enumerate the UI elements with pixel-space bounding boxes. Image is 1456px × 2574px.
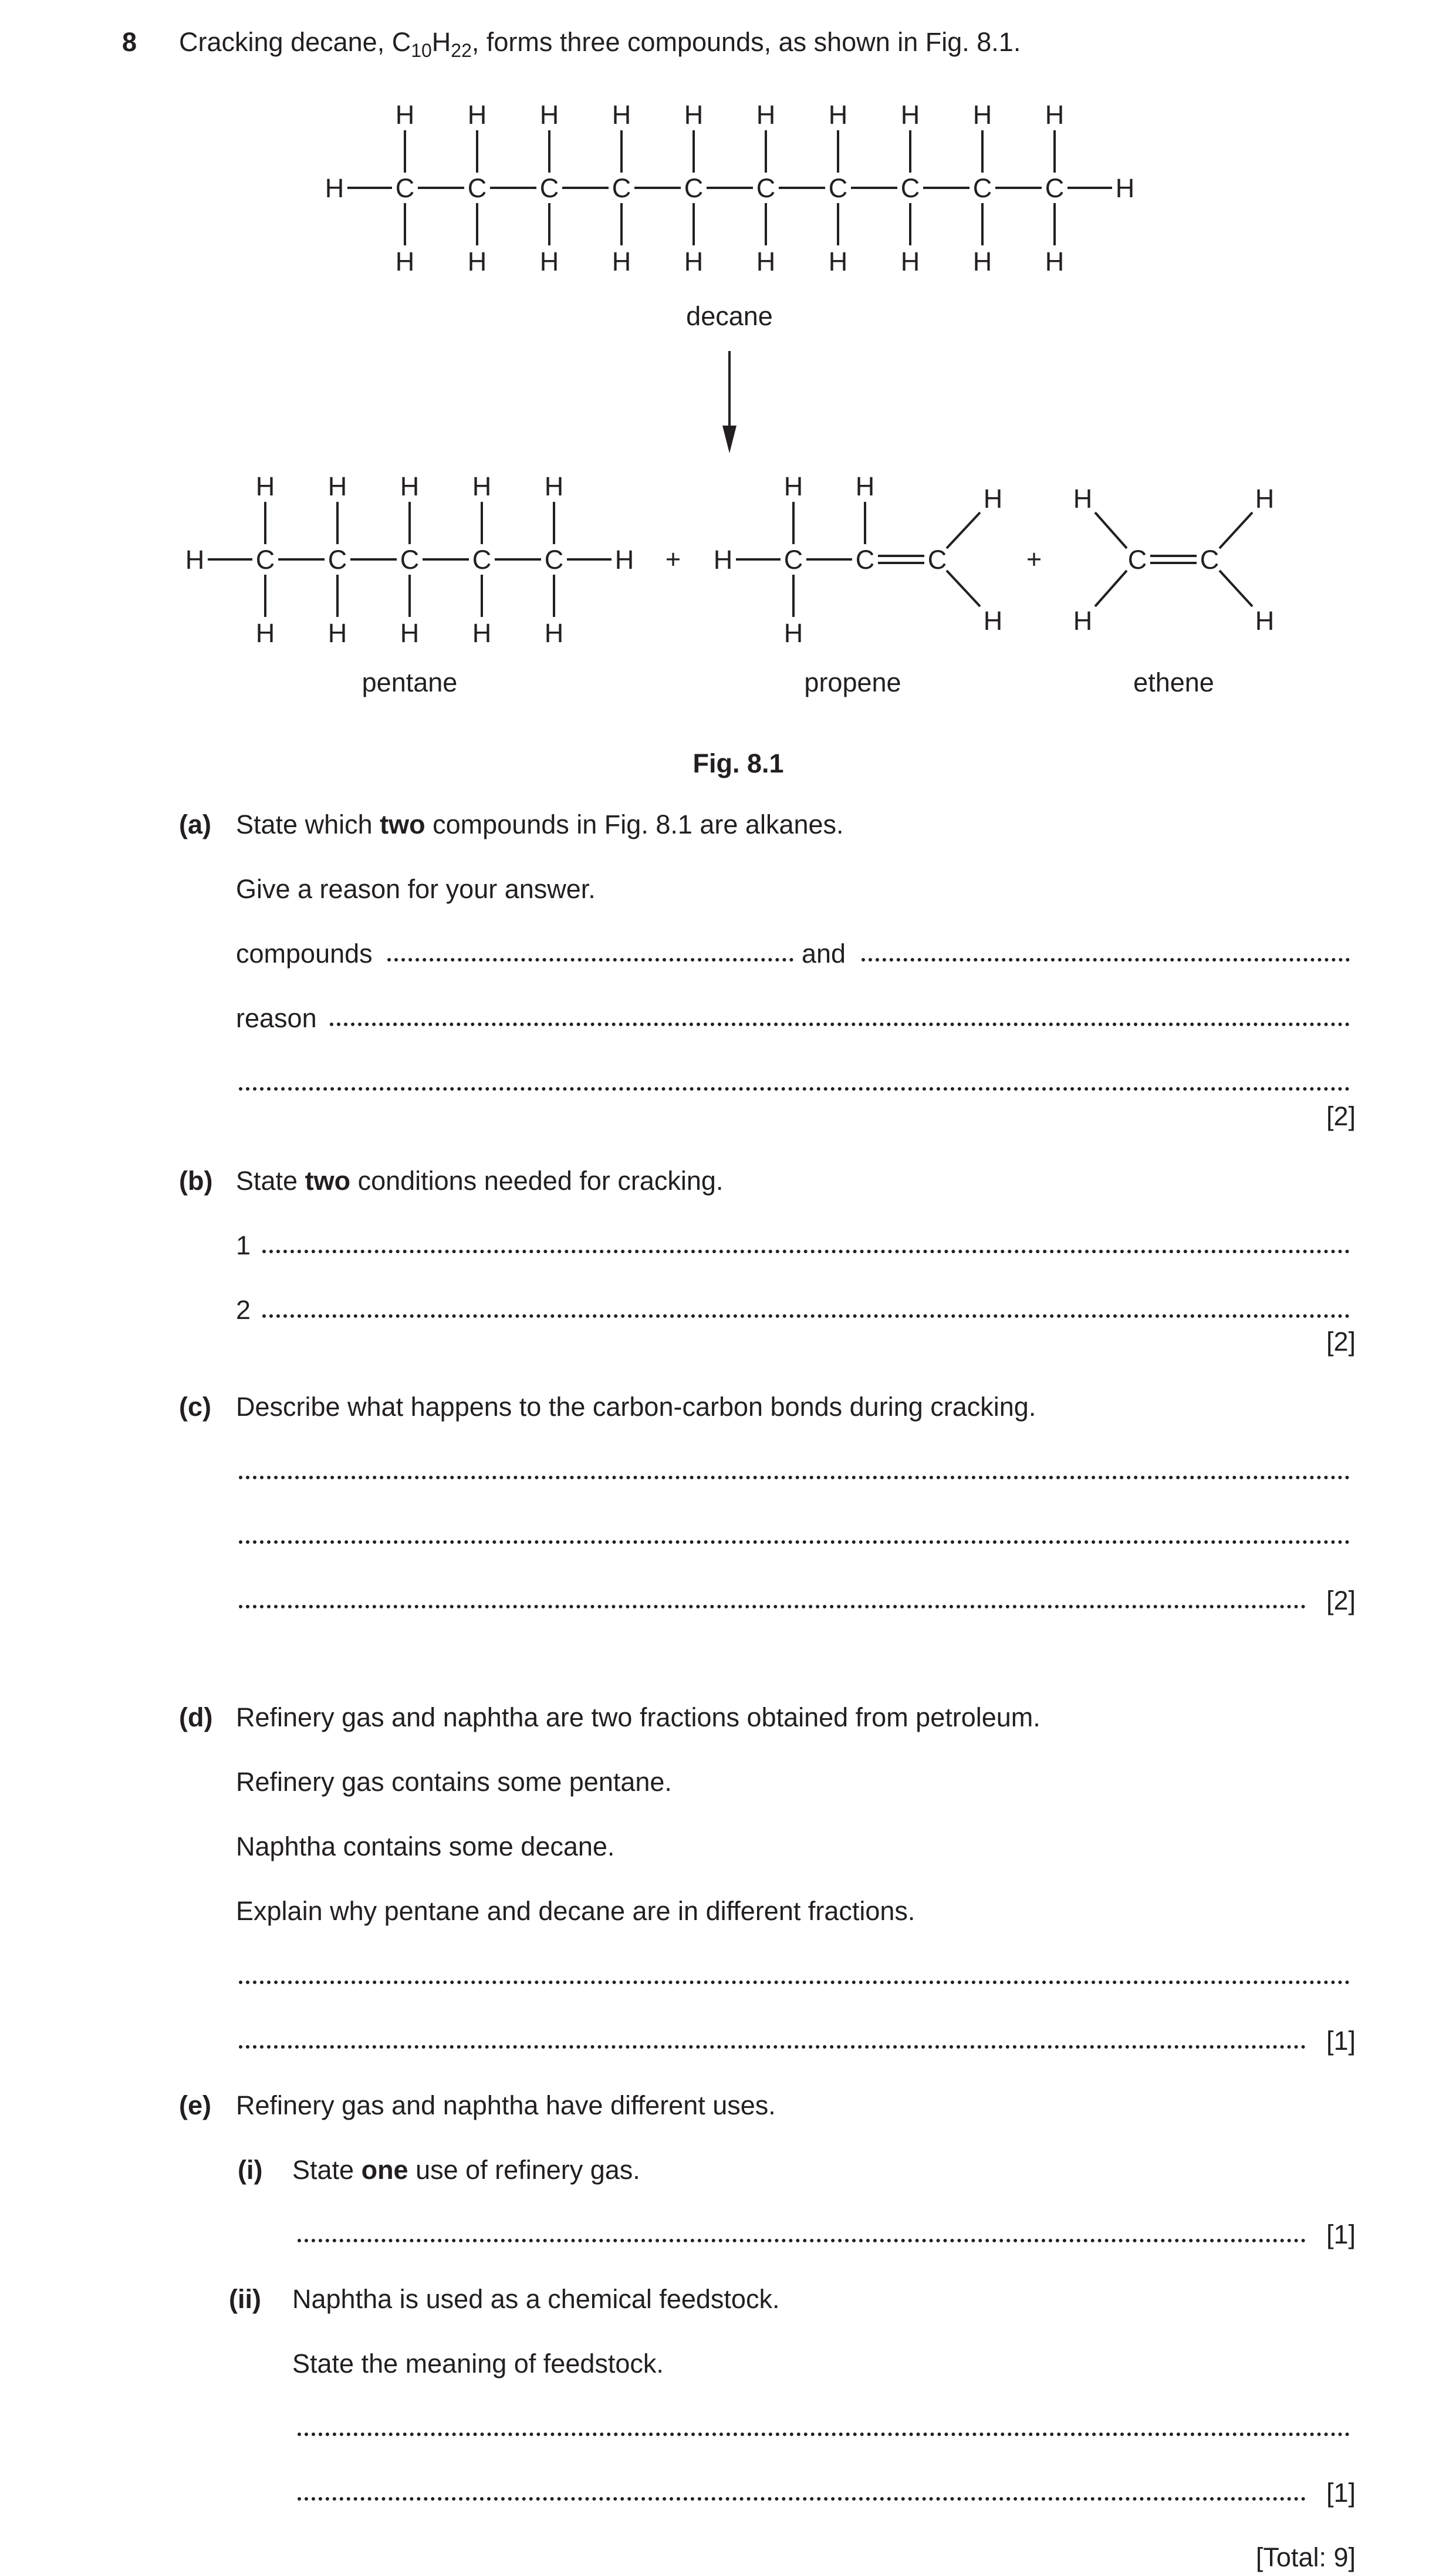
part-e-label: (e) (179, 2090, 211, 2120)
part-c-label: (c) (179, 1392, 211, 1422)
cracking-figure (0, 0, 1456, 810)
hydrogen-atom: H (467, 247, 487, 276)
hydrogen-atom: H (544, 618, 564, 648)
part-e-ii-label: (ii) (229, 2284, 261, 2314)
carbon-atom: C (327, 545, 347, 575)
hydrogen-atom: H (1073, 484, 1093, 514)
carbon-atom: C (255, 545, 275, 575)
answer-line-d-1[interactable] (239, 1981, 1350, 1984)
part-e-ii-question-1: Naphtha is used as a chemical feedstock. (292, 2284, 780, 2314)
part-d-question-2: Refinery gas contains some pentane. (236, 1767, 672, 1797)
carbon-atom: C (756, 173, 776, 203)
hydrogen-atom: H (472, 471, 492, 501)
hydrogen-atom: H (400, 618, 420, 648)
hydrogen-atom: H (983, 484, 1003, 514)
answer-line-d-2[interactable] (239, 2045, 1306, 2049)
part-c-marks: [2] (1326, 1585, 1356, 1615)
hydrogen-atom: H (614, 545, 634, 575)
answer-line-c-3[interactable] (239, 1605, 1306, 1608)
reaction-arrow (722, 351, 737, 453)
answer-line-e-ii-2[interactable] (298, 2497, 1306, 2501)
hydrogen-atom: H (1073, 606, 1093, 636)
question-number: 8 (122, 27, 137, 57)
hydrogen-atom: H (1045, 100, 1065, 130)
carbon-atom: C (395, 173, 415, 203)
hydrogen-atom: H (327, 471, 347, 501)
part-b-question: State two conditions needed for cracking. (236, 1166, 724, 1196)
hydrogen-atom: H (1115, 173, 1135, 203)
condition-2-number: 2 (236, 1295, 251, 1325)
carbon-atom: C (1200, 545, 1219, 575)
answer-line-reason-2[interactable] (239, 1087, 1350, 1091)
part-a-question: State which two compounds in Fig. 8.1 are alkanes. (236, 809, 844, 839)
hydrogen-atom: H (713, 545, 733, 575)
part-d-question-3: Naphtha contains some decane. (236, 1831, 615, 1861)
hydrogen-atom: H (972, 100, 992, 130)
hydrogen-atom: H (1255, 606, 1275, 636)
hydrogen-atom: H (828, 247, 848, 276)
hydrogen-atom: H (756, 100, 776, 130)
part-a-label: (a) (179, 809, 211, 839)
hydrogen-atom: H (255, 471, 275, 501)
hydrogen-atom: H (467, 100, 487, 130)
carbon-atom: C (972, 173, 992, 203)
condition-1-number: 1 (236, 1230, 251, 1260)
part-d-question-1: Refinery gas and naphtha are two fractions obtained from petroleum. (236, 1702, 1041, 1732)
part-a-marks: [2] (1326, 1101, 1356, 1131)
answer-line-e-ii-1[interactable] (298, 2433, 1350, 2436)
carbon-atom: C (927, 545, 947, 575)
hydrogen-atom: H (255, 618, 275, 648)
part-e-i-label: (i) (238, 2155, 263, 2185)
hydrogen-atom: H (900, 100, 920, 130)
part-e-ii-marks: [1] (1326, 2478, 1356, 2508)
hydrogen-atom: H (539, 247, 559, 276)
hydrogen-atom: H (783, 618, 803, 648)
figure-caption: Fig. 8.1 (692, 748, 784, 778)
and-label: and (802, 939, 846, 969)
carbon-atom: C (472, 545, 492, 575)
carbon-atom: C (467, 173, 487, 203)
carbon-atom: C (1127, 545, 1147, 575)
hydrogen-atom: H (684, 100, 704, 130)
decane-label: decane (686, 301, 773, 331)
hydrogen-atom: H (983, 606, 1003, 636)
hydrogen-atom: H (327, 618, 347, 648)
hydrogen-atom: H (756, 247, 776, 276)
hydrogen-atom: H (612, 247, 631, 276)
hydrogen-atom: H (612, 100, 631, 130)
part-e-i-question: State one use of refinery gas. (292, 2155, 640, 2185)
part-e-i-marks: [1] (1326, 2219, 1356, 2249)
answer-line-c-2[interactable] (239, 1540, 1350, 1544)
answer-line-reason-1[interactable] (330, 1023, 1350, 1026)
reason-label: reason (236, 1003, 317, 1033)
hydrogen-atom: H (828, 100, 848, 130)
part-b-marks: [2] (1326, 1327, 1356, 1357)
carbon-atom: C (1045, 173, 1065, 203)
hydrogen-atom: H (783, 471, 803, 501)
carbon-atom: C (855, 545, 875, 575)
hydrogen-atom: H (325, 173, 344, 203)
part-a-question-2: Give a reason for your answer. (236, 874, 596, 904)
plus-sign: + (1026, 544, 1042, 574)
part-d-label: (d) (179, 1702, 213, 1732)
bond-line (1095, 571, 1127, 606)
answer-line-condition-1[interactable] (262, 1250, 1350, 1253)
part-e-question: Refinery gas and naphtha have different uses. (236, 2090, 776, 2120)
bond-line (1095, 512, 1127, 548)
hydrogen-atom: H (544, 471, 564, 501)
bond-line (947, 512, 980, 548)
hydrogen-atom: H (855, 471, 875, 501)
carbon-atom: C (539, 173, 559, 203)
part-d-marks: [1] (1326, 2026, 1356, 2056)
answer-line-compound-2[interactable] (862, 958, 1350, 962)
pentane-label: pentane (362, 667, 458, 697)
carbon-atom: C (612, 173, 631, 203)
hydrogen-atom: H (1255, 484, 1275, 514)
answer-line-condition-2[interactable] (262, 1314, 1350, 1318)
part-c-question: Describe what happens to the carbon-carbon bonds during cracking. (236, 1392, 1036, 1422)
carbon-atom: C (828, 173, 848, 203)
bond-line (1219, 512, 1252, 548)
compounds-label: compounds (236, 939, 373, 969)
part-d-question-4: Explain why pentane and decane are in different fractions. (236, 1896, 916, 1926)
carbon-atom: C (684, 173, 704, 203)
part-b-label: (b) (179, 1166, 213, 1196)
hydrogen-atom: H (472, 618, 492, 648)
question-intro: Cracking decane, $C_{10}H_{22}$, forms three compounds, as shown in Fig. 8.1. (179, 27, 1021, 61)
bond-line (947, 571, 980, 606)
hydrogen-atom: H (395, 247, 415, 276)
plus-sign: + (665, 544, 681, 574)
bond-line (1219, 571, 1252, 606)
answer-line-e-i[interactable] (298, 2239, 1306, 2242)
hydrogen-atom: H (972, 247, 992, 276)
hydrogen-atom: H (684, 247, 704, 276)
hydrogen-atom: H (539, 100, 559, 130)
hydrogen-atom: H (1045, 247, 1065, 276)
propene-label: propene (804, 667, 901, 697)
answer-line-compound-1[interactable] (387, 958, 793, 962)
hydrogen-atom: H (185, 545, 205, 575)
carbon-atom: C (544, 545, 564, 575)
hydrogen-atom: H (900, 247, 920, 276)
ethene-label: ethene (1133, 667, 1214, 697)
carbon-atom: C (900, 173, 920, 203)
answer-line-c-1[interactable] (239, 1476, 1350, 1479)
carbon-atom: C (400, 545, 420, 575)
hydrogen-atom: H (400, 471, 420, 501)
hydrogen-atom: H (395, 100, 415, 130)
total-marks: [Total: 9] (1255, 2542, 1356, 2572)
carbon-atom: C (783, 545, 803, 575)
part-e-ii-question-2: State the meaning of feedstock. (292, 2349, 664, 2379)
